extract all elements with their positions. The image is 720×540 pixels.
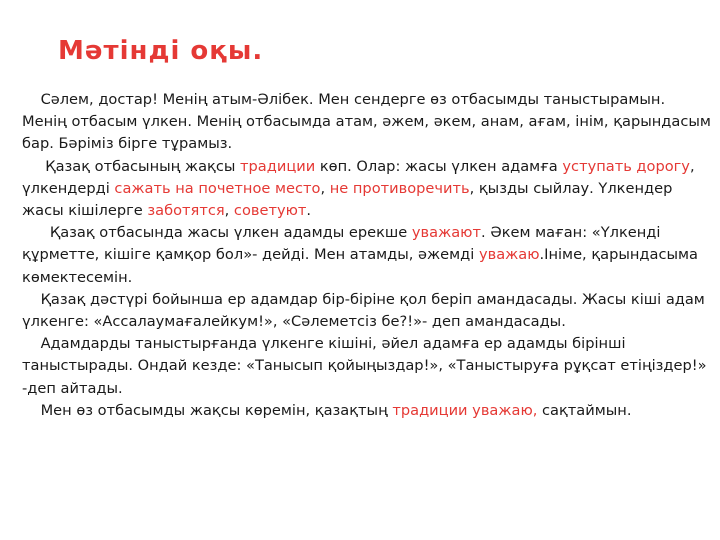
reading-text [22, 89, 716, 422]
highlighted-word: традиции уважаю, [392, 401, 538, 419]
highlighted-word: уважают [411, 224, 481, 242]
text-segment: Сәлем, достар! Менің атым-Әлібек. Мен сендерге өз отбасымды таныстырамын. Менің отбасым үлкен. Менің отбасымда атам, әжем, әкем, анам, ағам, інім, қарындасым бар. Бәріміз бірге тұрамыз. [22, 91, 716, 153]
text-segment: .Ініме, қарындасыма көмектесемін. [22, 246, 703, 286]
text-segment: Қазақ отбасында жасы үлкен адамды ерекше [22, 224, 412, 242]
paragraph [22, 400, 712, 422]
text-segment: Адамдарды таныстырғанда үлкенге кішіні, әйел адамға ер адамды бірінші таныстырады. Ондай кезде: «Танысып қойыңыздар!», «Таныстыруға рұқсат етіңіздер!» -деп айтады. [22, 335, 712, 397]
text-segment: сақтаймын. [537, 401, 632, 419]
highlighted-word: уважаю [478, 246, 540, 264]
highlighted-word: традиции [240, 157, 316, 175]
text-segment: . [306, 202, 312, 220]
paragraph [22, 333, 712, 400]
text-segment: Қазақ отбасының жақсы [22, 157, 241, 175]
highlighted-word: советуют [233, 202, 307, 220]
paragraph [22, 289, 712, 333]
text-segment: Мен өз отбасымды жақсы көремін, қазақтың [22, 401, 393, 419]
highlighted-word: не противоречить [329, 179, 470, 197]
highlighted-word: заботятся [147, 202, 225, 220]
text-segment: , [224, 202, 234, 220]
highlighted-word: уступать дорогу [562, 157, 690, 175]
paragraph [22, 89, 716, 156]
text-segment: , үлкендерді [22, 157, 700, 197]
highlighted-word: сажать на почетное место [114, 179, 321, 197]
paragraph [22, 156, 712, 223]
paragraph [22, 222, 712, 289]
text-segment: көп. Олар: жасы үлкен адамға [315, 157, 563, 175]
text-segment: . Әкем маған: «Үлкенді құрметте, кішіге қамқор бол»- дейді. Мен атамды, әжемді [22, 224, 670, 264]
slide-title: Мәтінді оқы. [58, 36, 264, 66]
text-segment: , [320, 179, 330, 197]
text-segment: , қызды сыйлау. Үлкендер жасы кішілерге [22, 179, 677, 220]
text-segment: Қазақ дәстүрі бойынша ер адамдар бір-біріне қол беріп амандасады. Жасы кіші адам үлкенге: «Ассалаумағалейкум!», «Сәлеметсіз бе?!»- деп амандасады. [22, 290, 710, 331]
